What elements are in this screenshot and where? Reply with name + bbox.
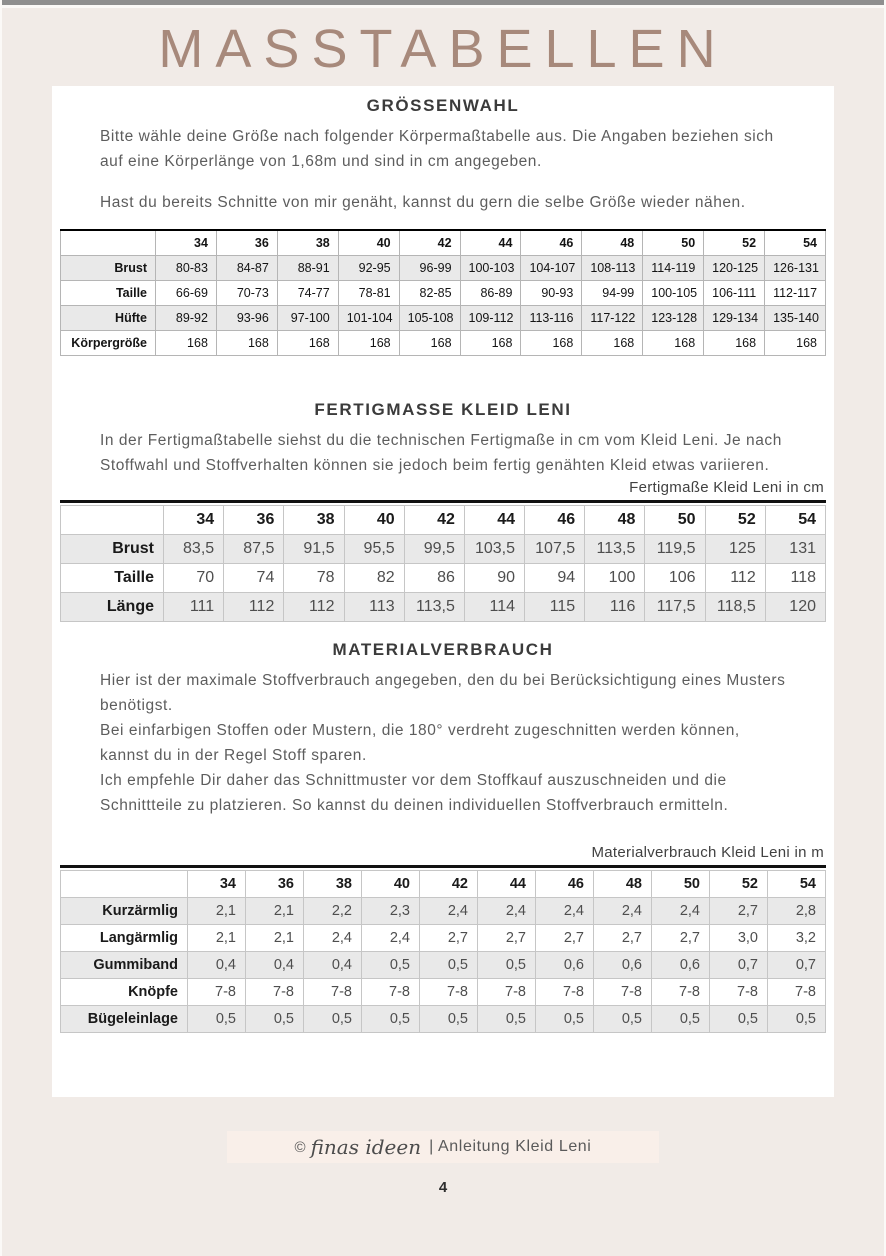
table-cell: 0,4 — [188, 952, 246, 979]
table-cell: 78 — [284, 563, 344, 592]
koerpermass-table — [60, 229, 826, 356]
table-cell: 168 — [582, 331, 643, 356]
table-cell: 0,4 — [246, 952, 304, 979]
table-cell: 100 — [585, 563, 645, 592]
table-cell: 2,4 — [478, 898, 536, 925]
table-cell: 2,2 — [304, 898, 362, 925]
table-cell: 0,5 — [710, 1006, 768, 1033]
size-column-header: 42 — [399, 230, 460, 256]
table-cell: 83,5 — [164, 534, 224, 563]
table-cell: 111 — [164, 592, 224, 621]
footer-band — [227, 1131, 659, 1163]
table-cell: 94-99 — [582, 281, 643, 306]
table-cell: 90-93 — [521, 281, 582, 306]
table-cell: 168 — [399, 331, 460, 356]
table-cell: 0,6 — [594, 952, 652, 979]
table-cell: 112 — [224, 592, 284, 621]
table-cell: 88-91 — [277, 256, 338, 281]
size-column-header: 50 — [645, 505, 705, 534]
table-cell: 113,5 — [404, 592, 464, 621]
table-cell: 0,5 — [246, 1006, 304, 1033]
materialverbrauch-paragraph-1: Hier ist der maximale Stoffverbrauch angegeben, den du bei Berücksichtigung eines Musters benötigst. — [100, 671, 786, 714]
table-cell: 114 — [464, 592, 524, 621]
corner-cell — [61, 505, 164, 534]
table-cell: 120 — [765, 592, 825, 621]
table-cell: 0,5 — [478, 952, 536, 979]
table-cell: 112 — [284, 592, 344, 621]
table-cell: 2,4 — [594, 898, 652, 925]
table-cell: 168 — [338, 331, 399, 356]
table-cell: 118,5 — [705, 592, 765, 621]
table-cell: 100-103 — [460, 256, 521, 281]
table-cell: 101-104 — [338, 306, 399, 331]
size-column-header: 54 — [768, 871, 826, 898]
size-column-header: 52 — [705, 505, 765, 534]
materialverbrauch-table-frame — [60, 865, 826, 1033]
size-column-header: 38 — [304, 871, 362, 898]
size-column-header: 44 — [464, 505, 524, 534]
table-cell: 0,7 — [710, 952, 768, 979]
section-heading-fertigmasse: FERTIGMASSE KLEID LENI — [314, 400, 572, 420]
table-cell: 74-77 — [277, 281, 338, 306]
table-cell: 108-113 — [582, 256, 643, 281]
size-column-header: 34 — [156, 230, 217, 256]
table-cell: 2,4 — [536, 898, 594, 925]
size-column-header: 54 — [765, 505, 825, 534]
size-column-header: 48 — [594, 871, 652, 898]
table-cell: 117-122 — [582, 306, 643, 331]
row-label: Langärmlig — [61, 925, 188, 952]
size-column-header: 52 — [704, 230, 765, 256]
table-cell: 93-96 — [216, 306, 277, 331]
table-cell: 2,7 — [536, 925, 594, 952]
row-label: Körpergröße — [61, 331, 156, 356]
table-cell: 0,5 — [188, 1006, 246, 1033]
table-cell: 103,5 — [464, 534, 524, 563]
row-label: Kurzärmlig — [61, 898, 188, 925]
table-cell: 97-100 — [277, 306, 338, 331]
table-cell: 7-8 — [362, 979, 420, 1006]
table-cell: 90 — [464, 563, 524, 592]
table-cell: 129-134 — [704, 306, 765, 331]
size-column-header: 50 — [652, 871, 710, 898]
row-label: Brust — [61, 534, 164, 563]
table-row — [61, 306, 826, 331]
table-cell: 96-99 — [399, 256, 460, 281]
size-column-header: 50 — [643, 230, 704, 256]
table-cell: 125 — [705, 534, 765, 563]
table-cell: 116 — [585, 592, 645, 621]
size-column-header: 48 — [582, 230, 643, 256]
table-row — [61, 256, 826, 281]
table-cell: 99,5 — [404, 534, 464, 563]
table-cell: 7-8 — [420, 979, 478, 1006]
table-cell: 2,7 — [710, 898, 768, 925]
table-row — [61, 592, 826, 621]
table-cell: 168 — [460, 331, 521, 356]
table-cell: 87,5 — [224, 534, 284, 563]
table-cell: 0,5 — [652, 1006, 710, 1033]
table-row — [61, 1006, 826, 1033]
table-cell: 0,5 — [420, 1006, 478, 1033]
corner-cell — [61, 871, 188, 898]
table-cell: 7-8 — [710, 979, 768, 1006]
table-cell: 86 — [404, 563, 464, 592]
page-number: 4 — [438, 1179, 448, 1197]
size-column-header: 44 — [478, 871, 536, 898]
row-label: Hüfte — [61, 306, 156, 331]
table-cell: 106 — [645, 563, 705, 592]
table-cell: 7-8 — [768, 979, 826, 1006]
table-cell: 0,5 — [304, 1006, 362, 1033]
table-cell: 86-89 — [460, 281, 521, 306]
footer-document-title: | Anleitung Kleid Leni — [429, 1138, 592, 1156]
size-column-header: 36 — [246, 871, 304, 898]
table-cell: 168 — [156, 331, 217, 356]
row-label: Taille — [61, 281, 156, 306]
size-column-header: 42 — [404, 505, 464, 534]
materialverbrauch-table-caption: Materialverbrauch Kleid Leni in m — [591, 844, 824, 862]
materialverbrauch-paragraph-2: Bei einfarbigen Stoffen oder Mustern, die 180° verdreht zugeschnitten werden können, kannst du in der Regel Stoff sparen. — [100, 721, 740, 764]
materialverbrauch-paragraph-3: Ich empfehle Dir daher das Schnittmuster vor dem Stoffkauf auszuschneiden und die Schnittteile zu platzieren. So kannst du deinen individuellen Stoffverbrauch ermitteln. — [100, 771, 729, 815]
table-cell: 94 — [525, 563, 585, 592]
table-cell: 2,4 — [652, 898, 710, 925]
size-column-header: 40 — [344, 505, 404, 534]
table-cell: 0,7 — [768, 952, 826, 979]
table-cell: 0,5 — [594, 1006, 652, 1033]
table-cell: 0,5 — [362, 1006, 420, 1033]
groessenwahl-paragraph-1: Bitte wähle deine Größe nach folgender Körpermaßtabelle aus. Die Angaben beziehen sich auf eine Körperlänge von 1,68m und sind in cm angegeben. — [100, 128, 774, 171]
page-title: MASSTABELLEN — [158, 19, 728, 79]
size-column-header: 46 — [525, 505, 585, 534]
table-row — [61, 979, 826, 1006]
table-cell: 112 — [705, 563, 765, 592]
groessenwahl-paragraph-2: Hast du bereits Schnitte von mir genäht, kannst du gern die selbe Größe wieder nähen. — [100, 194, 746, 212]
table-cell: 74 — [224, 563, 284, 592]
size-column-header: 34 — [188, 871, 246, 898]
table-cell: 114-119 — [643, 256, 704, 281]
table-cell: 2,7 — [594, 925, 652, 952]
fertigmasse-paragraph: In der Fertigmaßtabelle siehst du die technischen Fertigmaße in cm vom Kleid Leni. Je nach Stoffwahl und Stoffverhalten können sie jedoch beim fertig genähten Kleid etwas variieren. — [100, 432, 782, 475]
table-cell: 105-108 — [399, 306, 460, 331]
size-column-header: 46 — [521, 230, 582, 256]
table-cell: 0,5 — [478, 1006, 536, 1033]
table-cell: 0,6 — [536, 952, 594, 979]
row-label: Knöpfe — [61, 979, 188, 1006]
table-cell: 109-112 — [460, 306, 521, 331]
fertigmasse-table-frame — [60, 500, 826, 622]
table-cell: 82 — [344, 563, 404, 592]
corner-cell — [61, 230, 156, 256]
table-cell: 80-83 — [156, 256, 217, 281]
table-cell: 0,5 — [362, 952, 420, 979]
table-cell: 7-8 — [594, 979, 652, 1006]
table-row — [61, 563, 826, 592]
brand-logo-text: finas ideen — [310, 1135, 422, 1160]
table-cell: 95,5 — [344, 534, 404, 563]
table-cell: 7-8 — [246, 979, 304, 1006]
table-cell: 104-107 — [521, 256, 582, 281]
table-cell: 0,5 — [536, 1006, 594, 1033]
table-header-row — [61, 871, 826, 898]
row-label: Brust — [61, 256, 156, 281]
size-column-header: 36 — [216, 230, 277, 256]
fertigmasse-table — [60, 505, 826, 622]
table-cell: 70 — [164, 563, 224, 592]
table-cell: 0,6 — [652, 952, 710, 979]
table-cell: 2,7 — [652, 925, 710, 952]
size-column-header: 38 — [277, 230, 338, 256]
table-cell: 78-81 — [338, 281, 399, 306]
table-cell: 112-117 — [765, 281, 826, 306]
table-cell: 168 — [216, 331, 277, 356]
table-header-row — [61, 505, 826, 534]
table-cell: 2,4 — [362, 925, 420, 952]
fertigmasse-table-caption: Fertigmaße Kleid Leni in cm — [629, 478, 824, 496]
table-cell: 2,8 — [768, 898, 826, 925]
table-cell: 2,1 — [246, 898, 304, 925]
table-cell: 84-87 — [216, 256, 277, 281]
table-cell: 89-92 — [156, 306, 217, 331]
materialverbrauch-table — [60, 870, 826, 1033]
table-row — [61, 331, 826, 356]
table-row — [61, 925, 826, 952]
size-column-header: 36 — [224, 505, 284, 534]
table-cell: 7-8 — [478, 979, 536, 1006]
size-column-header: 44 — [460, 230, 521, 256]
table-row — [61, 952, 826, 979]
row-label: Gummiband — [61, 952, 188, 979]
window-top-strip — [2, 0, 884, 8]
table-cell: 2,4 — [420, 898, 478, 925]
size-column-header: 40 — [338, 230, 399, 256]
table-cell: 131 — [765, 534, 825, 563]
section-heading-materialverbrauch: MATERIALVERBRAUCH — [332, 639, 554, 659]
table-cell: 119,5 — [645, 534, 705, 563]
table-cell: 92-95 — [338, 256, 399, 281]
table-cell: 7-8 — [188, 979, 246, 1006]
table-cell: 113-116 — [521, 306, 582, 331]
copyright-symbol: © — [294, 1138, 306, 1156]
table-cell: 2,4 — [304, 925, 362, 952]
table-cell: 107,5 — [525, 534, 585, 563]
content-card — [52, 86, 834, 1097]
table-cell: 135-140 — [765, 306, 826, 331]
table-cell: 126-131 — [765, 256, 826, 281]
table-cell: 113,5 — [585, 534, 645, 563]
table-cell: 168 — [277, 331, 338, 356]
row-label: Bügeleinlage — [61, 1006, 188, 1033]
table-cell: 168 — [521, 331, 582, 356]
size-column-header: 38 — [284, 505, 344, 534]
size-column-header: 42 — [420, 871, 478, 898]
table-row — [61, 534, 826, 563]
table-cell: 7-8 — [304, 979, 362, 1006]
table-header-row — [61, 230, 826, 256]
table-cell: 7-8 — [652, 979, 710, 1006]
row-label: Taille — [61, 563, 164, 592]
table-cell: 7-8 — [536, 979, 594, 1006]
table-cell: 168 — [643, 331, 704, 356]
size-column-header: 34 — [164, 505, 224, 534]
table-cell: 106-111 — [704, 281, 765, 306]
size-column-header: 46 — [536, 871, 594, 898]
table-cell: 2,7 — [478, 925, 536, 952]
section-heading-groessenwahl: GRÖSSENWAHL — [366, 96, 520, 115]
table-cell: 3,0 — [710, 925, 768, 952]
size-column-header: 40 — [362, 871, 420, 898]
table-cell: 0,5 — [420, 952, 478, 979]
table-cell: 2,1 — [188, 898, 246, 925]
table-cell: 113 — [344, 592, 404, 621]
table-cell: 117,5 — [645, 592, 705, 621]
table-cell: 168 — [765, 331, 826, 356]
table-cell: 0,4 — [304, 952, 362, 979]
table-cell: 123-128 — [643, 306, 704, 331]
row-label: Länge — [61, 592, 164, 621]
size-column-header: 48 — [585, 505, 645, 534]
table-cell: 66-69 — [156, 281, 217, 306]
table-cell: 2,1 — [188, 925, 246, 952]
table-cell: 3,2 — [768, 925, 826, 952]
table-cell: 120-125 — [704, 256, 765, 281]
table-cell: 0,5 — [768, 1006, 826, 1033]
table-cell: 70-73 — [216, 281, 277, 306]
table-row — [61, 898, 826, 925]
size-column-header: 54 — [765, 230, 826, 256]
table-cell: 2,1 — [246, 925, 304, 952]
table-cell: 118 — [765, 563, 825, 592]
table-cell: 115 — [525, 592, 585, 621]
table-cell: 2,7 — [420, 925, 478, 952]
table-cell: 168 — [704, 331, 765, 356]
table-cell: 2,3 — [362, 898, 420, 925]
table-cell: 100-105 — [643, 281, 704, 306]
table-cell: 91,5 — [284, 534, 344, 563]
table-cell: 82-85 — [399, 281, 460, 306]
table-row — [61, 281, 826, 306]
size-column-header: 52 — [710, 871, 768, 898]
